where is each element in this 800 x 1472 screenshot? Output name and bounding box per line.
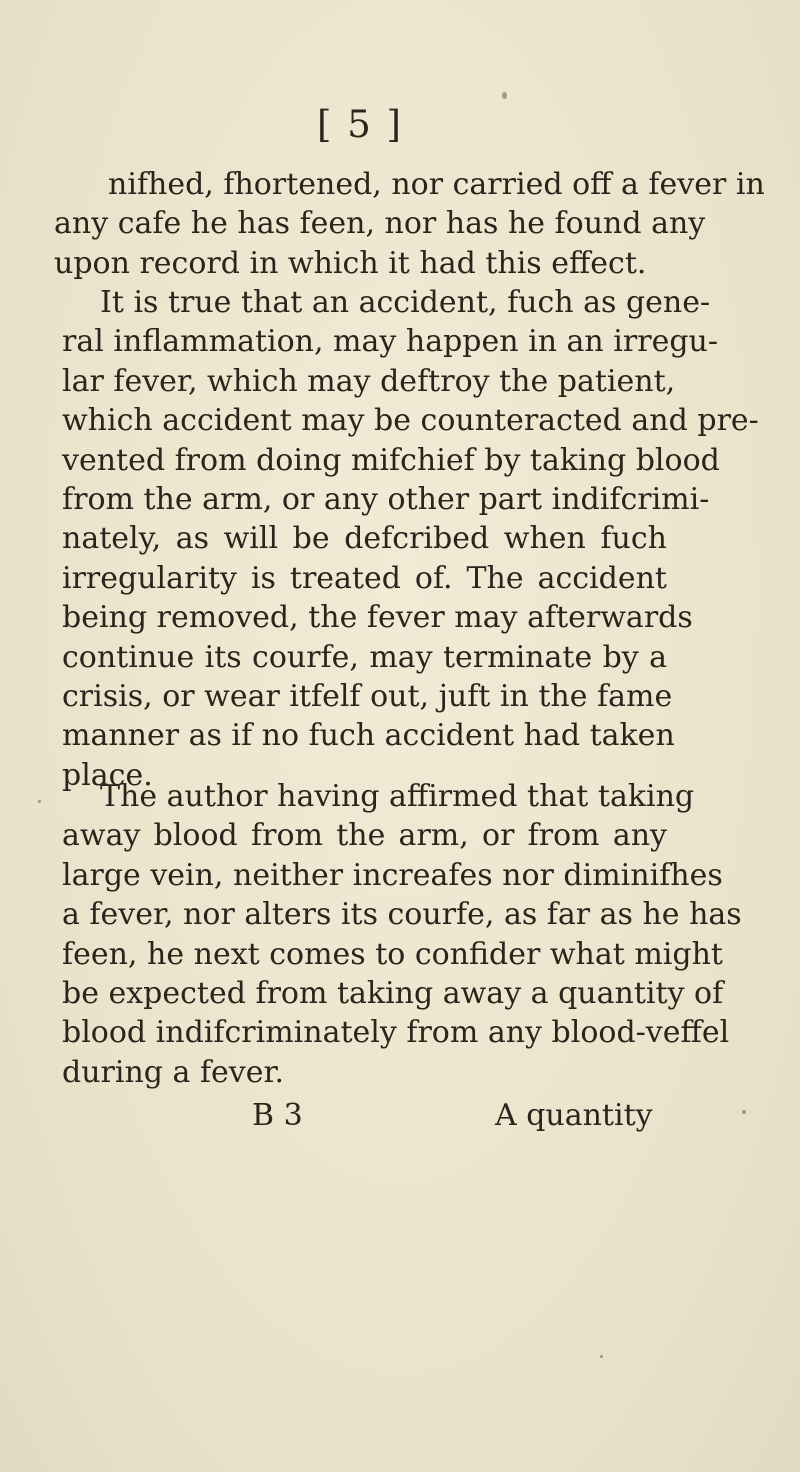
text-line: It is true that an accident, fuch as gene-	[100, 285, 711, 320]
text-line: ral inflammation, may happen in an irregu-	[62, 324, 718, 360]
signature-mark: B 3	[252, 1098, 303, 1133]
text-line: manner as if no fuch accident had taken	[62, 718, 675, 754]
text-line: any cafe he has feen, nor has he found any	[54, 206, 706, 242]
text-line: being removed, the fever may afterwards	[62, 600, 693, 636]
text-line: during a fever.	[62, 1054, 285, 1090]
text-line: vented from doing mifchief by taking blood	[62, 442, 720, 478]
text-line: The author having affirmed that taking	[100, 779, 695, 814]
text-line: lar fever, which may deftroy the patient,	[62, 363, 676, 399]
paragraph-2	[62, 283, 759, 795]
paper-speck	[502, 92, 507, 99]
text-line: blood indifcriminately from any blood-veffel	[62, 1015, 730, 1051]
page-number: [ 5 ]	[317, 103, 403, 146]
text-line: a fever, nor alters its courfe, as far as he has	[62, 897, 742, 933]
text-line: away blood from the arm, or from any	[62, 818, 667, 854]
text-line: feen, he next comes to confider what might	[62, 936, 723, 972]
text-line: irregularity is treated of. The accident	[62, 560, 667, 596]
text-line: continue its courfe, may terminate by a	[62, 639, 667, 675]
catchword: A quantity	[495, 1098, 653, 1133]
text-line: crisis, or wear itfelf out, juft in the fame	[62, 679, 673, 715]
text-line: nately, as will be defcribed when fuch	[62, 521, 667, 557]
text-line: place.	[62, 757, 153, 793]
paragraph-3	[62, 777, 742, 1092]
paragraph-1	[54, 165, 765, 283]
text-line: be expected from taking away a quantity of	[62, 976, 724, 1012]
paper-speck	[38, 800, 41, 803]
text-line: which accident may be counteracted and pre-	[62, 403, 759, 439]
text-line: upon record in which it had this effect.	[54, 245, 647, 281]
paper-speck	[600, 1355, 603, 1358]
text-line: nifhed, fhortened, nor carried off a fever in	[108, 167, 765, 202]
text-line: from the arm, or any other part indifcrimi-	[62, 482, 710, 518]
text-line: large vein, neither increafes nor diminifhes	[62, 857, 723, 893]
paper-speck	[742, 1110, 746, 1114]
